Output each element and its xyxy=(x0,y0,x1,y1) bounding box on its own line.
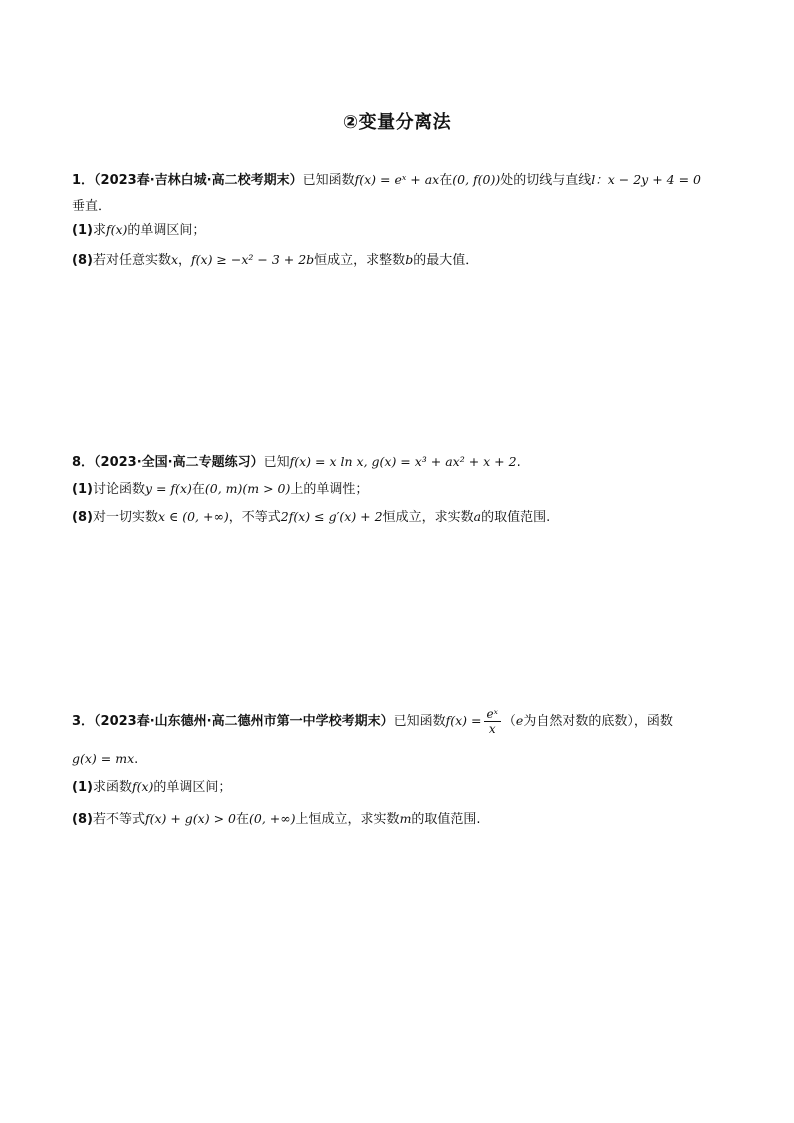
stem-text: （ xyxy=(502,714,516,729)
part-label: (1) xyxy=(72,482,93,497)
problem-source: （2023春·山东德州·高二德州市第一中学校考期末） xyxy=(94,714,394,729)
problem-3-part-1 xyxy=(72,778,732,796)
problem-3-part-2 xyxy=(72,810,732,828)
part-text: ，不等式 xyxy=(228,510,281,525)
math-expression: x xyxy=(170,252,179,267)
part-text: 对一切实数 xyxy=(92,510,158,525)
part-label: (1) xyxy=(72,780,93,795)
stem-text: 垂直． xyxy=(72,199,112,214)
part-text: 恒成立，求实数 xyxy=(382,510,474,525)
problem-2-part-1 xyxy=(72,480,732,498)
math-expression: l：x − 2y + 4 = 0 xyxy=(591,172,701,187)
math-expression: b xyxy=(405,252,414,267)
part-label: (8) xyxy=(72,812,93,827)
math-expression: f(x) = x ln x, g(x) = x³ + ax² + x + 2 xyxy=(289,454,517,469)
part-text: 上恒成立，求实数 xyxy=(295,812,400,827)
part-text: 的最大值． xyxy=(413,253,479,268)
part-label: (1) xyxy=(72,223,93,238)
fraction-numerator: eˣ xyxy=(484,707,501,722)
fraction-denominator: x xyxy=(488,722,496,736)
problem-1-part-2 xyxy=(72,251,732,269)
math-expression: m xyxy=(399,811,412,826)
problem-1-stem-line-2 xyxy=(72,198,732,216)
problem-3-stem-line-1 xyxy=(72,706,732,736)
problem-source: （2023春·吉林白城·高二校考期末） xyxy=(94,173,303,188)
problem-number: 8． xyxy=(72,455,95,470)
math-expression: f(x) ≥ −x² − 3 + 2b xyxy=(191,252,315,267)
math-expression: g(x) = mx xyxy=(72,751,135,766)
problem-source: （2023·全国·高二专题练习） xyxy=(94,455,264,470)
math-expression: e xyxy=(515,713,524,728)
problem-1 xyxy=(72,171,732,269)
stem-text: 已知函数 xyxy=(393,714,446,729)
fraction xyxy=(484,707,501,736)
problem-1-stem-line-1 xyxy=(72,171,732,189)
math-expression: f(x) xyxy=(131,779,154,794)
math-expression: f(x) xyxy=(105,222,128,237)
part-text: 在 xyxy=(191,482,205,497)
math-expression: a xyxy=(473,509,482,524)
problem-1-part-1 xyxy=(72,221,732,239)
math-expression: y = f(x) xyxy=(144,481,192,496)
math-expression: (0, +∞) xyxy=(249,811,296,826)
part-label: (8) xyxy=(72,253,93,268)
part-text: 若不等式 xyxy=(92,812,145,827)
part-text: 上的单调性； xyxy=(290,482,369,497)
stem-text: 已知 xyxy=(263,455,290,470)
math-expression: f(x) = xyxy=(445,713,482,728)
problem-number: 1． xyxy=(72,173,95,188)
problem-2-stem xyxy=(72,453,732,471)
part-text: 的单调区间； xyxy=(153,780,232,795)
math-expression: (0, f(0)) xyxy=(452,172,501,187)
part-text: 的单调区间； xyxy=(127,223,206,238)
math-expression: 2f(x) ≤ g′(x) + 2 xyxy=(280,509,383,524)
math-expression: f(x) + g(x) > 0 xyxy=(144,811,236,826)
part-text: ， xyxy=(178,253,192,268)
part-text: 的取值范围. xyxy=(411,812,481,827)
part-text: 在 xyxy=(235,812,249,827)
problem-3-stem-line-2 xyxy=(72,750,732,768)
stem-text: 处的切线与直线 xyxy=(500,173,592,188)
stem-text: . xyxy=(516,455,521,470)
part-text: 恒成立，求整数 xyxy=(314,253,406,268)
stem-text: 已知函数 xyxy=(302,173,355,188)
page-title: ②变量分离法 xyxy=(342,112,452,133)
part-text: 的取值范围. xyxy=(481,510,551,525)
stem-text: 为自然对数的底数），函数 xyxy=(523,714,673,729)
part-text: 讨论函数 xyxy=(92,482,145,497)
problem-number: 3． xyxy=(72,714,95,729)
math-expression: x ∈ (0, +∞) xyxy=(157,509,229,524)
math-expression: (0, m)(m > 0) xyxy=(204,481,291,496)
problem-2-part-2 xyxy=(72,508,732,526)
part-text: 求函数 xyxy=(92,780,132,795)
part-text: 求 xyxy=(92,223,106,238)
problem-2 xyxy=(72,453,732,526)
math-expression: f(x) = eˣ + ax xyxy=(354,172,440,187)
problem-3 xyxy=(72,706,732,828)
stem-text: . xyxy=(134,752,139,767)
stem-text: 在 xyxy=(439,173,453,188)
part-label: (8) xyxy=(72,510,93,525)
part-text: 若对任意实数 xyxy=(92,253,171,268)
